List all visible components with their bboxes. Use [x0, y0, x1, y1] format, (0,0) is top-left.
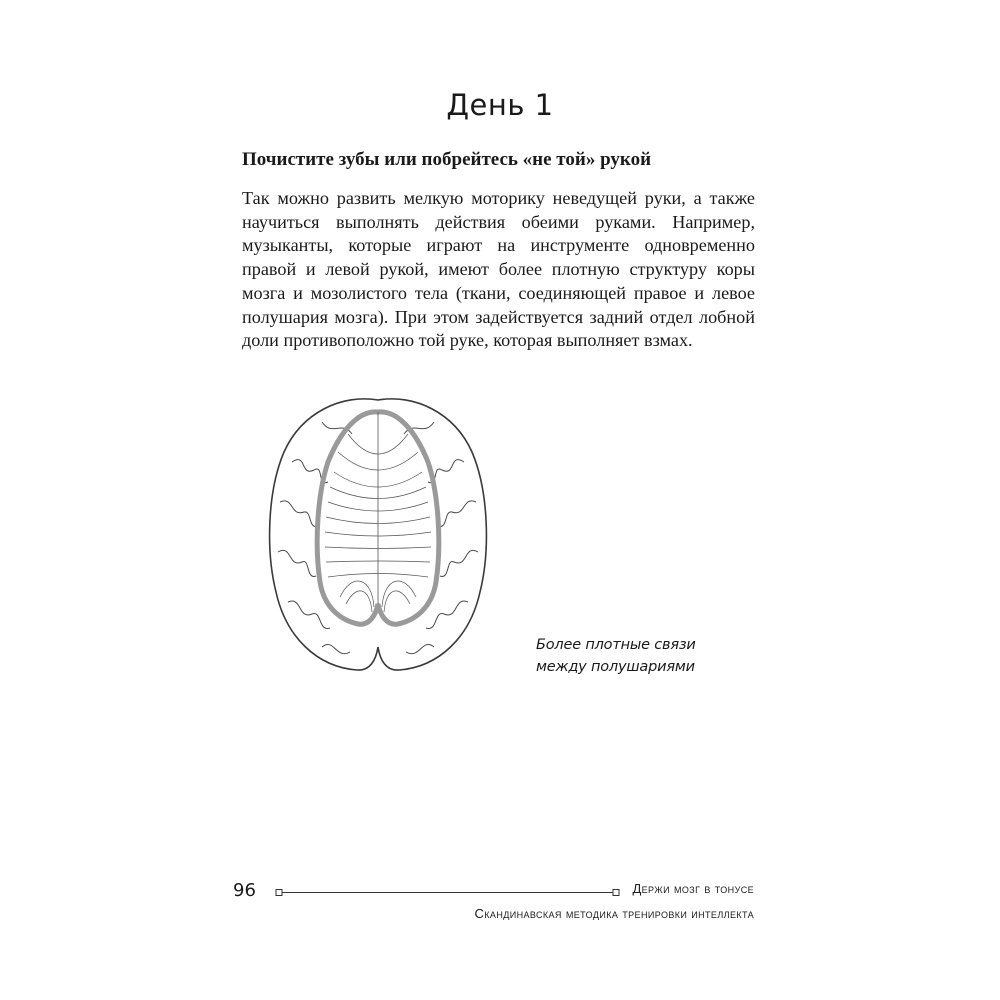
page-number: 96	[233, 880, 256, 901]
section-heading: Почистите зубы или побрейтесь «не той» рукой	[242, 149, 652, 170]
caption-line-1: Более плотные связи	[536, 637, 696, 653]
footer-book-subtitle: Скандинавская методика тренировки интеллекта	[474, 906, 754, 921]
caption-line-2: между полушариями	[536, 659, 695, 675]
footer-rule	[275, 888, 620, 898]
brain-illustration	[262, 392, 494, 674]
page-title: День 1	[446, 88, 554, 122]
footer-book-title: Держи мозг в тонусе	[632, 881, 754, 896]
figure-caption	[536, 634, 736, 678]
body-paragraph: Так можно развить мелкую моторику неведущей руки, а также научиться выполнять действия обеими руками. Например, музыканты, которые играют на инструменте одновременно правой и левой рукой, имеют более плотную структуру коры мозга и мозолистого тела (ткани, соединяющей правое и левое полушария мозга). При этом задействуется задний отдел лобной доли противоположно той руке, которая выполняет взмах.	[242, 188, 755, 351]
